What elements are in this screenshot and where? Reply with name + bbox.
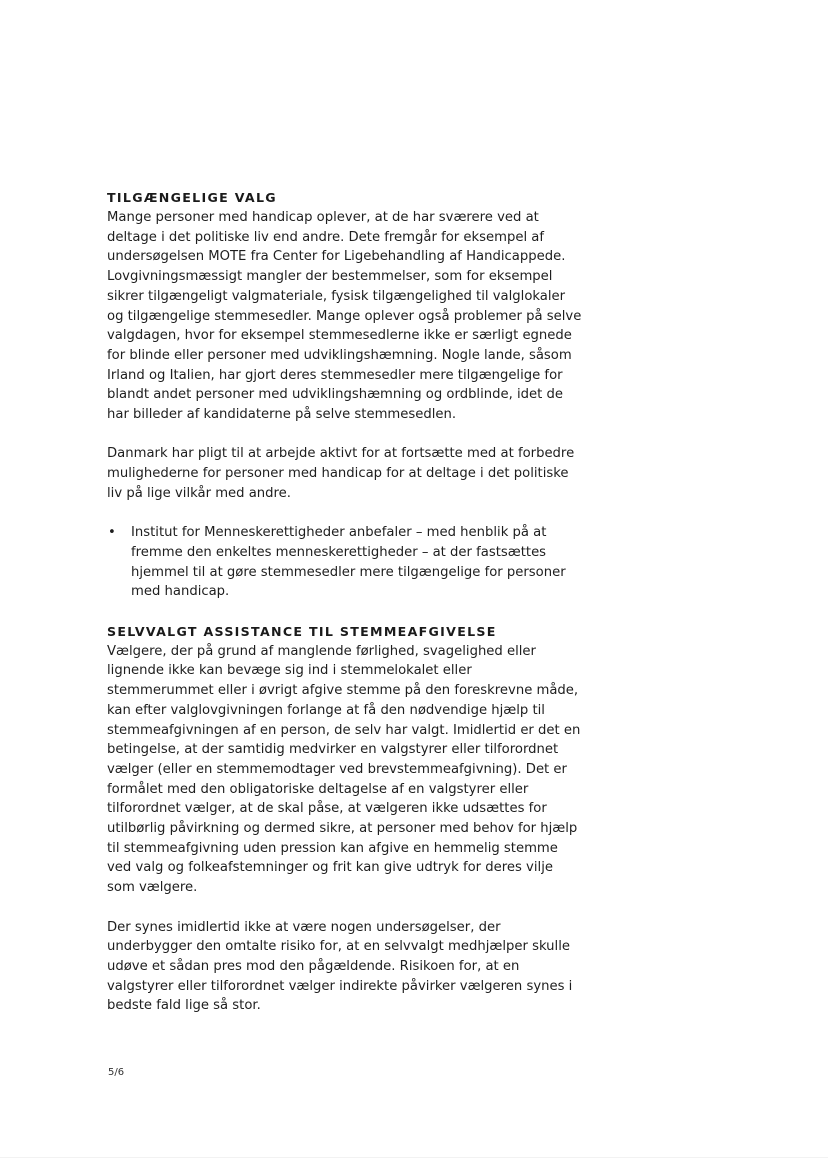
recommendation-list bbox=[107, 523, 582, 602]
paragraph-assistance-rules: Vælgere, der på grund af manglende førlighed, svagelighed eller lignende ikke kan bevæge sig ind i stemmelokalet eller stemmerummet eller i øvrigt afgive stemme på den foreskrevne måde, kan efter valglovgivningen forlange at få den nødvendige hjælp til stemmeafgivningen af en person, de selv har valgt. Imidlertid er det en betingelse, at der samtidig medvirker en valgstyrer eller tilforordnet vælger (eller en stemmemodtager ved brevstemmeafgivning). Det er formålet med den obligatoriske deltagelse af en valgstyrer eller tilforordnet vælger, at de skal påse, at vælgeren ikke udsættes for utilbørlig påvirkning og dermed sikre, at personer med behov for hjælp til stemmeafgivning uden pression kan afgive en hemmelig stemme ved valg og folkeafstemninger og frit kan give udtryk for deres vilje som vælgere. bbox=[107, 643, 581, 896]
paragraph-spacer bbox=[107, 898, 582, 918]
paragraph-accessibility-problems: Mange personer med handicap oplever, at de har sværere ved at deltage i det politiske liv end andre. Dete fremgår for eksempel af undersøgelsen MOTE fra Center for Ligebehandling af Handicappede. Lovgivningsmæssigt mangler der bestemmelser, som for eksempel sikrer tilgængeligt valgmateriale, fysisk tilgængelighed til valglokaler og tilgængelige stemmesedler. Mange oplever også problemer på selve valgdagen, hvor for eksempel stemmesedlerne ikke er særligt egnede for blinde eller personer med udviklingshæmning. Nogle lande, såsom Irland og Italien, har gjort deres stemmesedler mere tilgængelige for blandt andet personer med udviklingshæmning og ordblinde, idet de har billeder af kandidaterne på selve stemmesedlen. bbox=[107, 210, 582, 423]
paragraph-spacer bbox=[107, 602, 582, 622]
section-heading-accessible-elections: TILGÆNGELIGE VALG bbox=[107, 190, 277, 205]
paragraph-spacer bbox=[107, 504, 582, 524]
document-body bbox=[107, 188, 582, 1016]
paragraph-risk-assessment: Der synes imidlertid ikke at være nogen undersøgelser, der underbygger den omtalte risiko for, at en selvvalgt medhjælper skulle udøve et sådan pres mod den pågældende. Risikoen for, at en valgstyrer eller tilforordnet vælger indirekte påvirker vælgeren synes i bedste fald lige så stor. bbox=[107, 919, 573, 1014]
section-heading-assistance: SELVVALGT ASSISTANCE TIL STEMMEAFGIVELSE bbox=[107, 623, 497, 639]
page-bottom-divider bbox=[0, 1157, 828, 1158]
paragraph-denmark-obligation: Danmark har pligt til at arbejde aktivt for at fortsætte med at forbedre mulighederne for personer med handicap for at deltage i det politiske liv på lige vilkår med andre. bbox=[107, 446, 575, 501]
recommendation-item bbox=[107, 523, 582, 602]
page-number: 5/6 bbox=[108, 1067, 125, 1078]
recommendation-text: Institut for Menneskerettigheder anbefaler – med henblik på at fremme den enkeltes menneskerettigheder – at der fastsættes hjemmel til at gøre stemmesedler mere tilgængelige for personer med handicap. bbox=[131, 525, 566, 600]
bullet-icon: • bbox=[108, 525, 116, 541]
paragraph-spacer bbox=[107, 425, 582, 445]
